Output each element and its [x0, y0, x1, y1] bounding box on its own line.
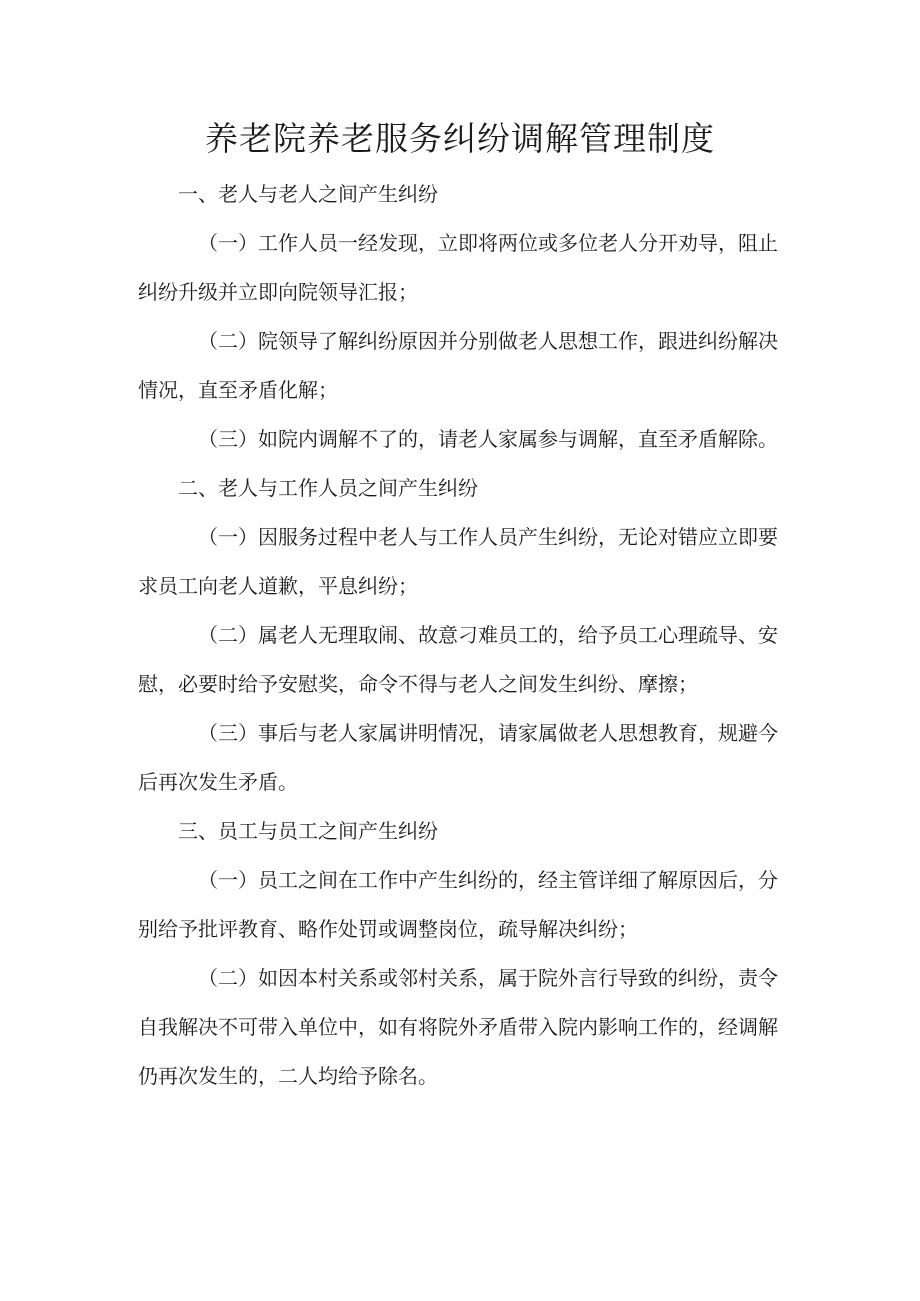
section-heading: 一、老人与老人之间产生纠纷	[178, 182, 438, 206]
section-item: （一）工作人员一经发现，立即将两位或多位老人分开劝导，阻止纠纷升级并立即向院领导汇报；	[138, 231, 778, 304]
section-1	[138, 170, 778, 464]
document-body	[138, 170, 778, 1101]
document-title: 养老院养老服务纠纷调解管理制度	[205, 119, 715, 158]
section-heading: 二、老人与工作人员之间产生纠纷	[178, 476, 478, 500]
section-item: （三）如院内调解不了的，请老人家属参与调解，直至矛盾解除。	[198, 427, 778, 451]
section-heading: 三、员工与员工之间产生纠纷	[178, 819, 438, 843]
section-item: （一）员工之间在工作中产生纠纷的，经主管详细了解原因后，分别给予批评教育、略作处罚或调整岗位，疏导解决纠纷；	[138, 868, 778, 941]
section-item: （二）属老人无理取闹、故意刁难员工的，给予员工心理疏导、安慰，必要时给予安慰奖，命令不得与老人之间发生纠纷、摩擦；	[138, 623, 778, 696]
section-item: （三）事后与老人家属讲明情况，请家属做老人思想教育，规避今后再次发生矛盾。	[138, 721, 778, 794]
section-3	[138, 807, 778, 1101]
section-item: （二）院领导了解纠纷原因并分别做老人思想工作，跟进纠纷解决情况，直至矛盾化解；	[138, 329, 778, 402]
section-item: （二）如因本村关系或邻村关系，属于院外言行导致的纠纷，责令自我解决不可带入单位中，如有将院外矛盾带入院内影响工作的，经调解仍再次发生的，二人均给予除名。	[138, 966, 778, 1088]
section-2	[138, 464, 778, 807]
section-item: （一）因服务过程中老人与工作人员产生纠纷，无论对错应立即要求员工向老人道歉，平息纠纷；	[138, 525, 778, 598]
